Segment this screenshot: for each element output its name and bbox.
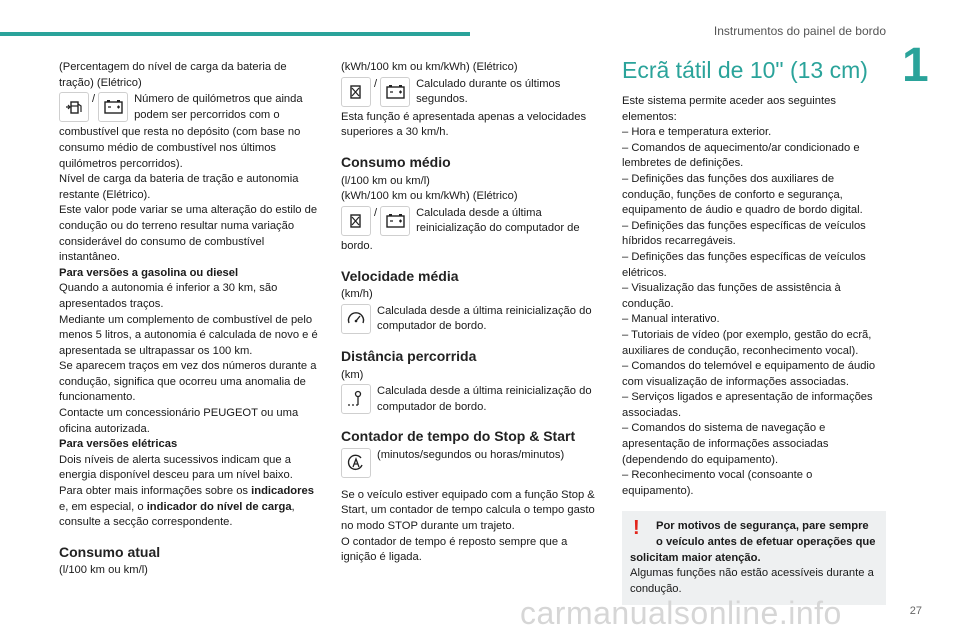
cross-reference: Para obter mais informações sobre os indicadores e, em especial, o indicador do nível de carga, consulte a secção correspondente. [59, 485, 314, 529]
fuel-range-icon [59, 92, 89, 122]
paragraph: Mediante um complemento de combustível de pelo menos 5 litros, a autonomia é calculada de novo e é apresentada se ultrapassar os 100 km. [59, 313, 318, 357]
paragraph: Contacte um concessionário PEUGEOT ou uma oficina autorizada. [59, 407, 299, 435]
paragraph: O contador de tempo é reposto sempre que a ignição é ligada. [341, 535, 568, 564]
list-item: – Hora e temperatura exterior. [622, 126, 772, 139]
column-1 [59, 60, 321, 579]
paragraph: Este valor pode variar se uma alteração do estilo de condução ou do terreno resultar numa variação considerável do consumo de combustível instantâneo. [59, 204, 318, 264]
icon-description: Número de quilómetros que ainda podem ser percorridos com o [134, 93, 303, 121]
icon-row: / Calculada desde a última reinicialização do computador de [341, 206, 603, 237]
list-item: – Definições das funções específicas de veículos elétricos. [622, 250, 866, 279]
paragraph: Se aparecem traços em vez dos números durante a condução, significa que ocorreu uma anomalia de funcionamento. [59, 360, 317, 404]
section-heading-stop-start: Contador de tempo do Stop & Start [341, 428, 576, 445]
section-heading-average-speed: Velocidade média [341, 267, 459, 284]
paragraph: bordo. [341, 239, 373, 252]
speedometer-icon [341, 304, 371, 334]
icon-row [341, 384, 603, 415]
list-item: – Reconhecimento vocal (consoante o equipamento). [622, 469, 813, 497]
feature-list [622, 125, 886, 499]
icon-description: Calculada desde a última reinicialização do computador de bordo. [377, 304, 592, 333]
paragraph: (kWh/100 km ou km/kWh) (Elétrico) [341, 190, 518, 203]
paragraph: Se o veículo estiver equipado com a função Stop & Start, um contador de tempo calcula o tempo gasto no modo STOP durante um trajeto. [341, 488, 595, 533]
paragraph: Esta função é apresentada apenas a velocidades superiores a 30 km/h. [341, 110, 587, 139]
warning-title-cont: solicitam maior atenção. [630, 551, 761, 564]
list-item: – Definições das funções dos auxiliares de condução, funções de conforto e segurança, equipamento de áudio e quadro de bordo digital. [622, 172, 863, 217]
link-charge-indicator: indicador do nível de carga [146, 500, 292, 513]
chapter-number: 1 [902, 39, 929, 92]
icon-description: Calculada desde a última reinicialização do computador de [416, 206, 580, 235]
header-title: Instrumentos do painel de bordo [713, 24, 886, 38]
paragraph: Nível de carga da bateria de tração e autonomia restante (Elétrico). [59, 173, 299, 201]
list-item: – Definições das funções específicas de veículos híbridos recarregáveis. [622, 219, 866, 248]
icon-description: Calculado durante os últimos segundos. [416, 77, 561, 106]
paragraph: Este sistema permite aceder aos seguintes elementos: [622, 95, 836, 123]
subheading-electric: Para versões elétricas [59, 438, 178, 451]
list-item: – Serviços ligados e apresentação de informações associadas. [622, 391, 873, 419]
paragraph: (l/100 km ou km/l) [59, 564, 148, 577]
subheading-gasoline: Para versões a gasolina ou diesel [59, 266, 239, 279]
safety-warning-box [622, 511, 886, 605]
paragraph: Dois níveis de alerta sucessivos indicam que a energia disponível desceu para um nível baixo. [59, 453, 293, 482]
list-item: – Manual interativo. [622, 313, 720, 326]
battery-range-icon [98, 92, 128, 122]
list-item: – Comandos do sistema de navegação e apresentação de informações associadas (dependendo do equipamento). [622, 422, 829, 466]
section-heading-distance: Distância percorrida [341, 347, 477, 364]
section-heading-current-consumption: Consumo atual [59, 543, 161, 560]
section-heading-average-consumption: Consumo médio [341, 153, 451, 170]
page-number: 27 [909, 605, 922, 617]
paragraph: (km) [341, 368, 364, 381]
link-indicators: indicadores [251, 485, 314, 498]
icon-description: (minutos/segundos ou horas/minutos) [377, 448, 565, 461]
paragraph: (l/100 km ou km/l) [341, 174, 430, 187]
list-item: – Comandos de aquecimento/ar condicionado e lembretes de definições. [622, 141, 860, 170]
icon-description: Calculada desde a última reinicialização do computador de bordo. [377, 385, 592, 413]
warning-body: Algumas funções não estão acessíveis durante a condução. [630, 567, 874, 595]
stop-start-icon [341, 448, 371, 478]
paragraph: (kWh/100 km ou km/kWh) (Elétrico) [341, 61, 518, 73]
paragraph: combustível que resta no depósito (com base no consumo médio de combustível nos últimos quilómetros percorridos). [59, 126, 301, 170]
warning-title: Por motivos de segurança, pare sempre o veículo antes de efetuar operações que [656, 520, 876, 549]
paragraph: Quando a autonomia é inferior a 30 km, são apresentados traços. [59, 282, 278, 310]
icon-row [341, 304, 603, 335]
section-title-touchscreen: Ecrã tátil de 10" (13 cm) [622, 57, 868, 83]
list-item: – Visualização das funções de assistência à condução. [622, 282, 841, 310]
icon-row: / Número de quilómetros que ainda podem ser percorridos com o [59, 92, 321, 123]
list-item: – Comandos do telemóvel e equipamento de áudio com visualização de informações associadas. [622, 360, 876, 388]
column-3 [622, 56, 886, 605]
battery-icon [380, 206, 410, 236]
header-accent-bar [0, 32, 470, 36]
icon-row: / Calculado durante os últimos segundos. [341, 77, 603, 108]
fuel-consumption-icon [341, 77, 371, 107]
paragraph: (Percentagem do nível de carga da bateria de tração) (Elétrico) [59, 61, 287, 89]
list-item: – Tutoriais de vídeo (por exemplo, gestão do ecrã, auxiliares de condução, reconhecimento vocal). [622, 328, 872, 357]
fuel-consumption-icon [341, 206, 371, 236]
warning-exclamation-icon: ! [633, 517, 640, 540]
icon-row [341, 448, 603, 478]
paragraph: (km/h) [341, 288, 373, 301]
distance-pin-icon [341, 384, 371, 414]
watermark: carmanualsonline.info [520, 595, 842, 631]
battery-icon [380, 77, 410, 107]
column-2 [341, 60, 603, 566]
